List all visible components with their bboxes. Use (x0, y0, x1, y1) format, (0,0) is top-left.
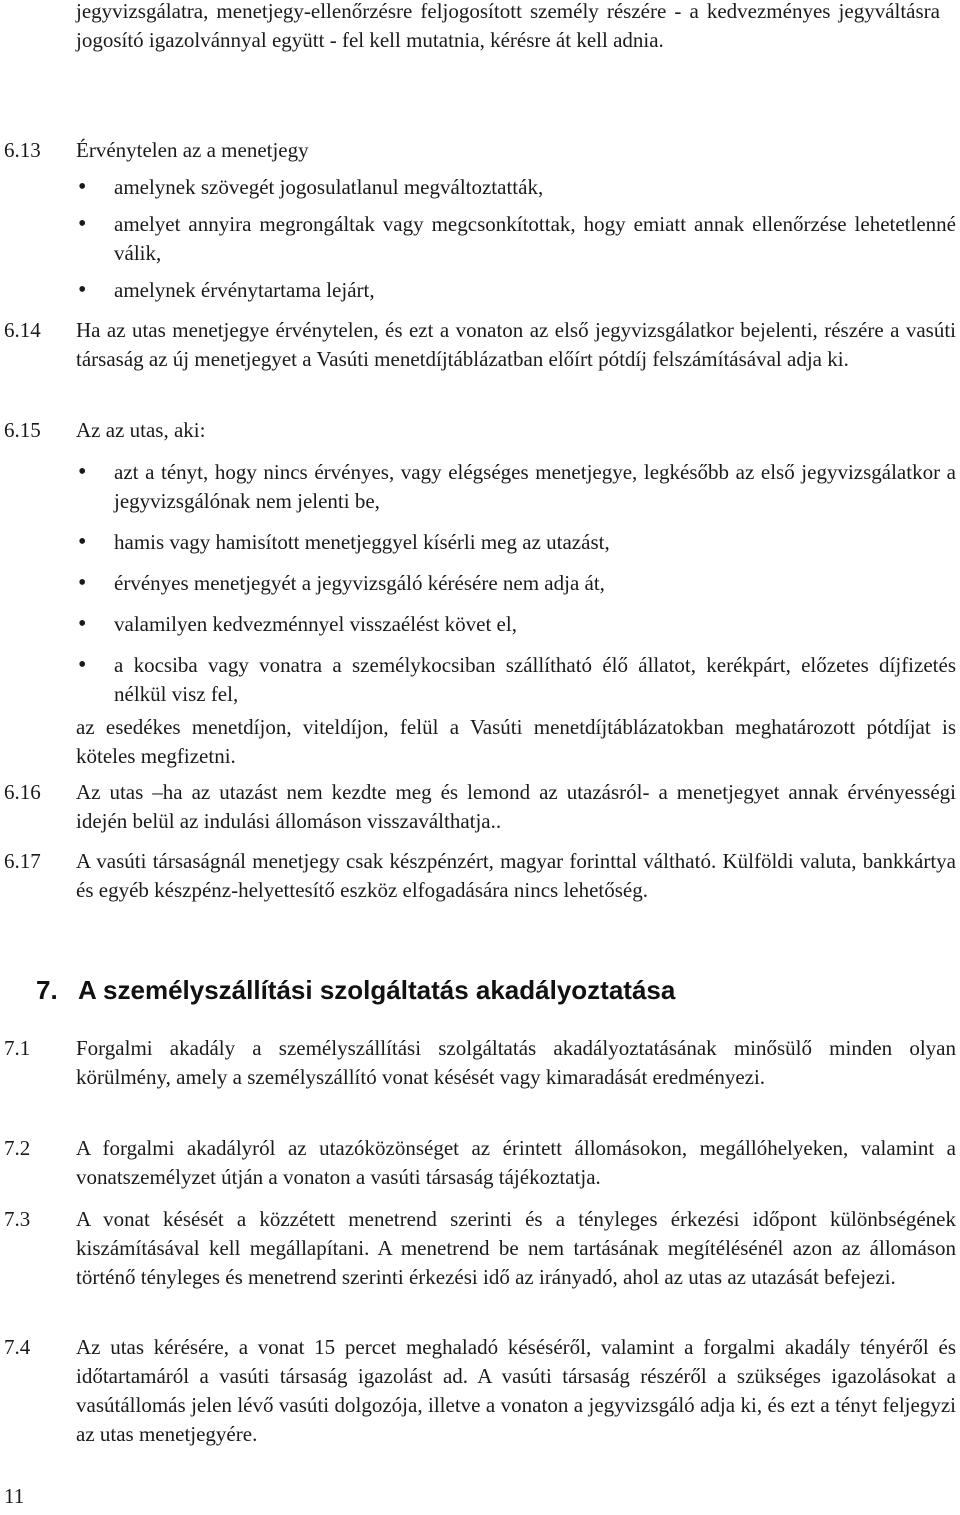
section-number: 6.13 (4, 138, 41, 162)
section-6-16 (4, 778, 956, 836)
section-7-3 (4, 1205, 956, 1292)
section-text: Forgalmi akadály a személyszállítási szolgáltatás akadályoztatásának minősülő minden olyan körülmény, amely a személyszállító vonat késését vagy kimaradását eredményezi. (76, 1036, 956, 1089)
list-item: • amelynek szövegét jogosulatlanul megváltoztatták, (76, 173, 956, 202)
section-text: Az utas –ha az utazást nem kezdte meg és lemond az utazásról- a menetjegyet annak érvényességi idején belül az indulási állomáson visszaválthatja.. (76, 780, 956, 833)
section-7-1 (4, 1034, 956, 1092)
chapter-number: 7. (36, 975, 58, 1005)
section-number: 6.14 (4, 318, 41, 342)
chapter-heading (36, 973, 936, 1007)
section-6-15 (4, 416, 956, 771)
list-item: • amelynek érvénytartama lejárt, (76, 276, 956, 305)
section-number: 6.17 (4, 849, 41, 873)
list-item: • amelyet annyira megrongáltak vagy megcsonkítottak, hogy emiatt annak ellenőrzése lehetetlenné válik, (76, 210, 956, 268)
section-6-14 (4, 316, 956, 374)
section-closing: az esedékes menetdíjon, viteldíjon, felül a Vasúti menetdíjtáblázatokban meghatározott pótdíjat is köteles megfizetni. (76, 715, 956, 768)
section-text: Ha az utas menetjegye érvénytelen, és ezt a vonaton az első jegyvizsgálatkor bejelenti, részére a vasúti társaság az új menetjegyet a Vasúti menetdíjtáblázatban előírt pótdíj felszámításával adja ki. (76, 318, 956, 371)
section-number: 7.4 (4, 1335, 31, 1359)
section-number: 7.1 (4, 1036, 31, 1060)
list-item: • valamilyen kedvezménnyel visszaélést követ el, (76, 610, 956, 639)
section-number: 7.2 (4, 1136, 31, 1160)
section-7-4 (4, 1333, 956, 1449)
section-6-17 (4, 847, 956, 905)
list-item: • azt a tényt, hogy nincs érvényes, vagy elégséges menetjegye, legkésőbb az első jegyvizsgálatkor a jegyvizsgálónak nem jelenti be, (76, 458, 956, 516)
section-text: A forgalmi akadályról az utazóközönséget az érintett állomásokon, megállóhelyeken, valamint a vonatszemélyzet útján a vonaton a vasúti társaság tájékoztatja. (76, 1136, 956, 1189)
page-number: 11 (4, 1484, 25, 1508)
section-number: 6.15 (4, 418, 41, 442)
chapter-title: A személyszállítási szolgáltatás akadályoztatása (78, 975, 676, 1005)
bullet-list (76, 173, 956, 305)
section-text: Az utas kérésére, a vonat 15 percet meghaladó késéséről, valamint a forgalmi akadály tényéről és időtartamáról a vasúti társaság igazolást ad. A vasúti társaság részéről a szükséges igazolásokat a vasútállomás jelen lévő vasúti dolgozója, illetve a vonaton a jegyvizsgáló adja ki, és ezt a tényt feljegyzi az utas menetjegyére. (76, 1335, 956, 1446)
section-text: A vasúti társaságnál menetjegy csak készpénzért, magyar forinttal váltható. Külföldi valuta, bankkártya és egyéb készpénz-helyettesítő eszköz elfogadására nincs lehetőség. (76, 849, 956, 902)
section-intro: Az az utas, aki: (76, 418, 206, 442)
section-6-13 (4, 136, 956, 305)
list-item: • érvényes menetjegyét a jegyvizsgáló kérésére nem adja át, (76, 569, 956, 598)
bullet-list (76, 458, 956, 709)
paragraph-continuation: jegyvizsgálatra, menetjegy-ellenőrzésre feljogosított személy részére - a kedvezményes jegyváltásra jogosító igazolvánnyal együtt - fel kell mutatnia, kérésre át kell adnia. (76, 0, 940, 52)
section-intro: Érvénytelen az a menetjegy (76, 138, 309, 162)
section-7-2 (4, 1134, 956, 1192)
section-text: A vonat késését a közzétett menetrend szerinti és a tényleges érkezési időpont különbségének kiszámításával kell megállapítani. A menetrend be nem tartásának megítélésénél azon az állomáson történő tényleges és menetrend szerinti érkezési idő az irányadó, ahol az utas az utazását befejezi. (76, 1207, 956, 1289)
section-number: 6.16 (4, 780, 41, 804)
section-number: 7.3 (4, 1207, 31, 1231)
list-item: • a kocsiba vagy vonatra a személykocsiban szállítható élő állatot, kerékpárt, előzetes díjfizetés nélkül visz fel, (76, 651, 956, 709)
list-item: • hamis vagy hamisított menetjeggyel kísérli meg az utazást, (76, 528, 956, 557)
